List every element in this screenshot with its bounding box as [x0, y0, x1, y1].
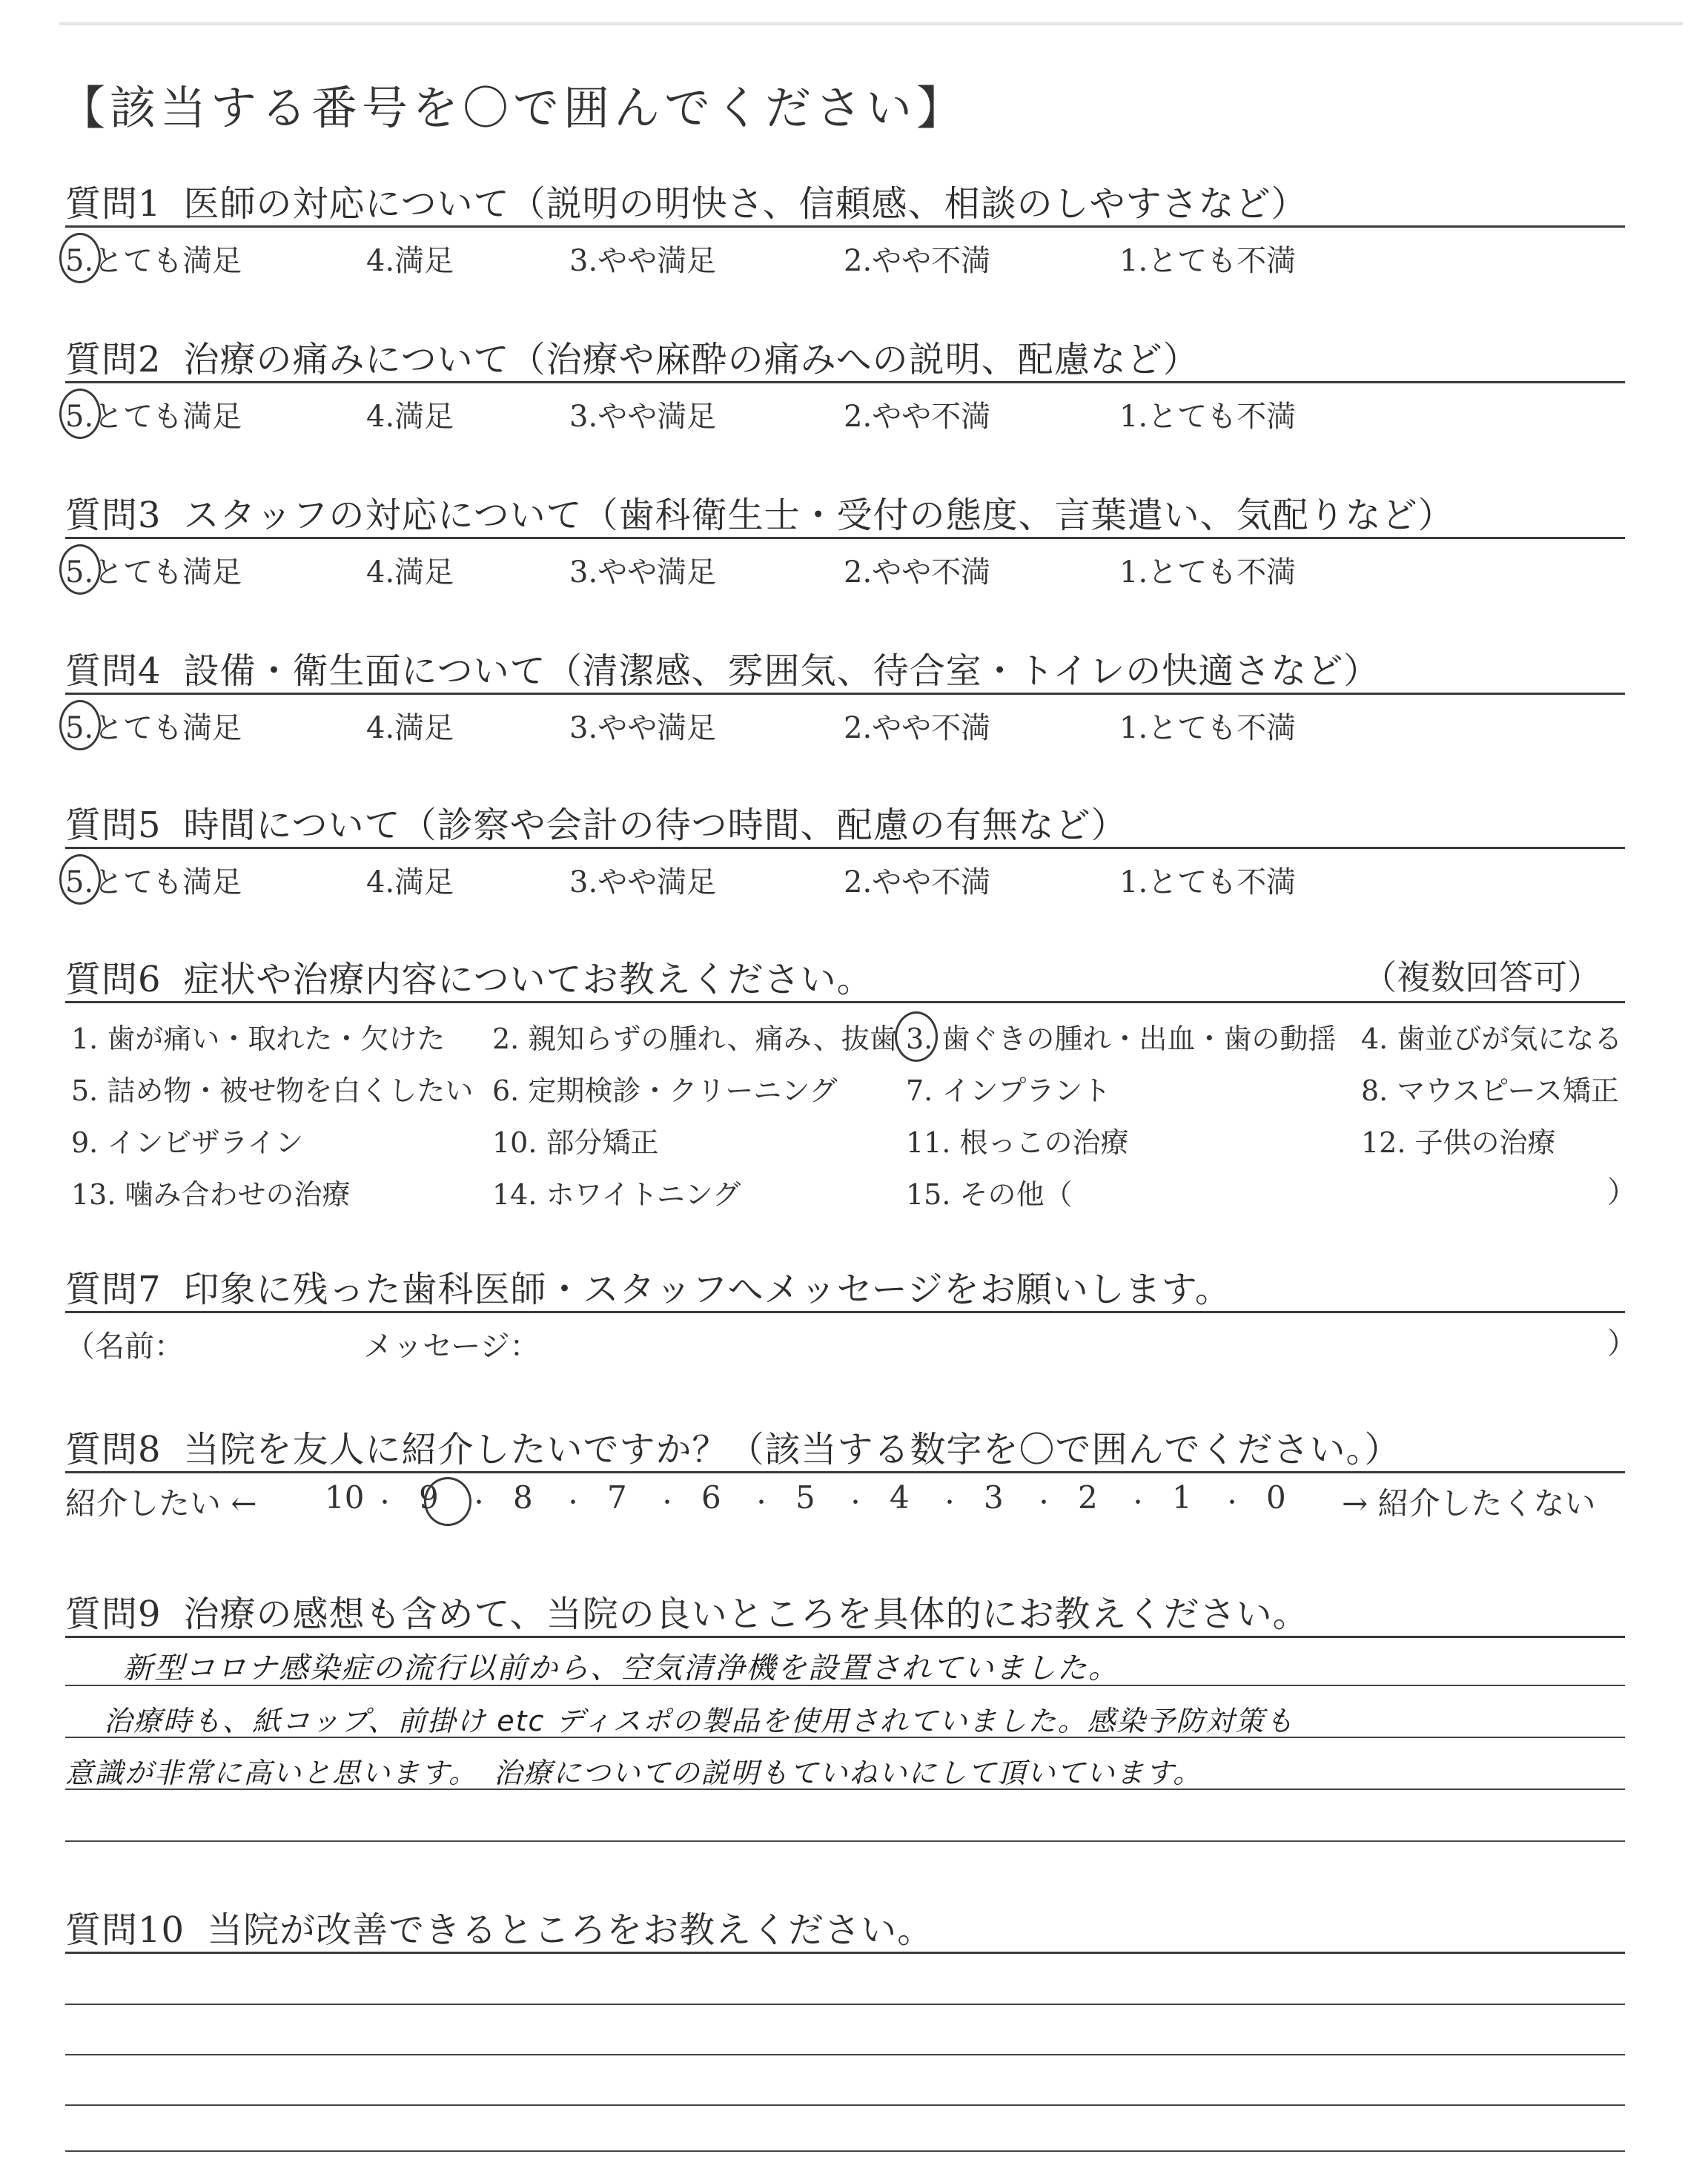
q8-separator-dot: ・: [656, 1490, 678, 1516]
q8-separator-dot: ・: [844, 1490, 867, 1516]
selected-circle-q8: [424, 1477, 471, 1526]
q7-message-label: メッセージ：: [363, 1330, 540, 1364]
q8-right-label: → 紹介したくない: [1342, 1485, 1596, 1522]
q6-number: 質問6: [65, 959, 162, 1000]
q8-score-4: 4: [890, 1479, 910, 1516]
q3-option-4: 4.満足: [366, 555, 454, 589]
q8-score-1: 1: [1172, 1479, 1192, 1516]
q3-number: 質問3: [65, 495, 162, 536]
q8-separator-dot: ・: [562, 1490, 584, 1516]
q8-separator-dot: ・: [750, 1490, 772, 1516]
q8-score-10: 10: [325, 1479, 365, 1516]
q6-option-13: 13. 噛み合わせの治療: [71, 1178, 351, 1211]
q6-option-11: 11. 根っこの治療: [906, 1126, 1129, 1159]
q4-option-5: 5.とても満足: [65, 711, 242, 745]
q8-title: [65, 1421, 1401, 1472]
q3-title: [65, 486, 1454, 538]
q2-text: 治療の痛みについて（治療や麻酔の痛みへの説明、配慮など）: [183, 339, 1199, 380]
q5-option-2: 2.やや不満: [844, 865, 991, 899]
q8-score-6: 6: [701, 1479, 721, 1516]
scan-edge: [59, 22, 1683, 25]
q1-title: [65, 175, 1308, 226]
q3-option-5: 5.とても満足: [65, 555, 242, 589]
q10-rule: [65, 1952, 1625, 1954]
q6-option-3: 3. 歯ぐきの腫れ・出血・歯の動揺: [906, 1023, 1337, 1055]
q9-writing-line-3: [65, 1789, 1625, 1790]
q4-option-4: 4.満足: [366, 711, 454, 745]
q2-rule: [65, 381, 1625, 383]
q8-separator-dot: ・: [939, 1490, 961, 1516]
q9-writing-line-2: [65, 1737, 1625, 1738]
q8-separator-dot: ・: [1033, 1490, 1055, 1516]
q6-option-10: 10. 部分矯正: [492, 1126, 659, 1159]
q7-name-label: （名前：: [65, 1330, 184, 1364]
q5-option-3: 3.やや満足: [569, 865, 717, 899]
q1-option-5: 5.とても満足: [65, 244, 242, 278]
q3-text: スタッフの対応について（歯科衛生士・受付の態度、言葉遣い、気配りなど）: [183, 495, 1454, 536]
q10-writing-line-1: [65, 2004, 1625, 2005]
q8-separator-dot: ・: [374, 1490, 396, 1516]
q7-title: [65, 1261, 1231, 1312]
q2-option-3: 3.やや満足: [569, 400, 717, 434]
q1-rule: [65, 225, 1625, 228]
q6-text: 症状や治療内容についてお教えください。: [183, 959, 873, 1000]
selected-circle-q6: [895, 1011, 938, 1062]
q8-text: 当院を友人に紹介したいですか？（該当する数字を〇で囲んでください。）: [183, 1429, 1401, 1470]
q9-title: [65, 1585, 1309, 1636]
q9-answer-line-3: 意識が非常に高いと思います。 治療についての説明もていねいにして頂いています。: [65, 1757, 1203, 1789]
q2-option-5: 5.とても満足: [65, 400, 242, 434]
q6-option-12: 12. 子供の治療: [1361, 1126, 1556, 1159]
q1-text: 医師の対応について（説明の明快さ、信頼感、相談のしやすさなど）: [183, 183, 1308, 225]
q4-rule: [65, 693, 1625, 695]
q2-number: 質問2: [65, 339, 162, 380]
selected-circle-q1: [59, 233, 101, 283]
q1-option-1: 1.とても不満: [1119, 244, 1297, 278]
q9-writing-line-1: [65, 1685, 1625, 1686]
q7-text: 印象に残った歯科医師・スタッフへメッセージをお願いします。: [183, 1269, 1231, 1310]
q5-title: [65, 796, 1128, 848]
q8-separator-dot: ・: [1127, 1490, 1149, 1516]
q5-option-4: 4.満足: [366, 865, 454, 899]
q9-number: 質問9: [65, 1593, 162, 1635]
q10-text: 当院が改善できるところをお教えください。: [207, 1909, 934, 1951]
q10-writing-line-4: [65, 2150, 1625, 2152]
q3-option-2: 2.やや不満: [844, 555, 991, 589]
q2-option-4: 4.満足: [366, 400, 454, 434]
q8-number: 質問8: [65, 1429, 162, 1470]
q5-text: 時間について（診察や会計の待つ時間、配慮の有無など）: [183, 805, 1128, 846]
q2-option-2: 2.やや不満: [844, 400, 991, 434]
selected-circle-q3: [59, 544, 101, 595]
q3-option-1: 1.とても不満: [1119, 555, 1297, 589]
q10-writing-line-2: [65, 2054, 1625, 2055]
q8-separator-dot: ・: [468, 1490, 490, 1516]
q4-option-1: 1.とても不満: [1119, 711, 1297, 745]
q10-number: 質問10: [65, 1909, 185, 1951]
q5-option-5: 5.とても満足: [65, 865, 242, 899]
q9-answer-line-1: 新型コロナ感染症の流行以前から、空気清浄機を設置されていました。: [123, 1651, 1119, 1685]
q3-rule: [65, 537, 1625, 539]
q6-option-8: 8. マウスピース矯正: [1361, 1074, 1619, 1107]
q8-rule: [65, 1471, 1625, 1473]
q8-score-2: 2: [1078, 1479, 1098, 1516]
q6-option-4: 4. 歯並びが気になる: [1361, 1023, 1623, 1055]
q4-option-3: 3.やや満足: [569, 711, 717, 745]
q4-text: 設備・衛生面について（清潔感、雰囲気、待合室・トイレの快適さなど）: [183, 650, 1380, 692]
q6-option-7: 7. インプラント: [906, 1074, 1111, 1107]
q5-rule: [65, 847, 1625, 849]
q6-option-5: 5. 詰め物・被せ物を白くしたい: [71, 1074, 474, 1107]
q8-score-3: 3: [984, 1479, 1004, 1516]
q4-title: [65, 642, 1380, 693]
q1-option-2: 2.やや不満: [844, 244, 991, 278]
q10-title: [65, 1901, 933, 1952]
q9-writing-line-4: [65, 1840, 1625, 1842]
q2-title: [65, 331, 1199, 382]
q6-option-1: 1. 歯が痛い・取れた・欠けた: [71, 1023, 446, 1055]
q7-rule: [65, 1311, 1625, 1313]
q6-title: [65, 951, 873, 1002]
q7-number: 質問7: [65, 1269, 162, 1310]
q6-option-14: 14. ホワイトニング: [492, 1178, 741, 1211]
q10-writing-line-3: [65, 2104, 1625, 2106]
q6-option-2: 2. 親知らずの腫れ、痛み、抜歯: [492, 1023, 898, 1055]
q6-option-15: 15. その他（: [906, 1178, 1073, 1211]
q6-option-9: 9. インビザライン: [71, 1126, 304, 1159]
q5-number: 質問5: [65, 805, 162, 846]
q8-score-8: 8: [513, 1479, 533, 1516]
q9-rule: [65, 1636, 1625, 1638]
q6-other-close-paren: ）: [1607, 1175, 1637, 1209]
q1-number: 質問1: [65, 183, 162, 225]
q5-option-1: 1.とても不満: [1119, 865, 1297, 899]
q3-option-3: 3.やや満足: [569, 555, 717, 589]
q4-option-2: 2.やや不満: [844, 711, 991, 745]
selected-circle-q4: [59, 700, 101, 750]
q8-score-5: 5: [795, 1479, 815, 1516]
q1-option-4: 4.満足: [366, 244, 454, 278]
q8-separator-dot: ・: [1221, 1490, 1243, 1516]
q2-option-1: 1.とても不満: [1119, 400, 1297, 434]
selected-circle-q5: [59, 854, 101, 905]
q6-rule: [65, 1001, 1625, 1003]
q7-close-paren: ）: [1607, 1327, 1637, 1361]
q9-text: 治療の感想も含めて、当院の良いところを具体的にお教えください。: [183, 1593, 1309, 1635]
q9-answer-line-2: 治療時も、紙コップ、前掛け etc ディスポの製品を使用されていました。感染予防対策も: [104, 1705, 1295, 1737]
q4-number: 質問4: [65, 650, 162, 692]
instruction-header: 【該当する番号を〇で囲んでください】: [59, 81, 967, 135]
q8-left-label: 紹介したい ←: [65, 1485, 257, 1522]
q8-score-7: 7: [607, 1479, 627, 1516]
q8-score-0: 0: [1266, 1479, 1286, 1516]
q6-option-6: 6. 定期検診・クリーニング: [492, 1074, 838, 1107]
q6-multi-note: （複数回答可）: [1363, 957, 1601, 997]
q1-option-3: 3.やや満足: [569, 244, 717, 278]
q8-score-9: 9: [419, 1479, 439, 1516]
selected-circle-q2: [59, 389, 101, 439]
